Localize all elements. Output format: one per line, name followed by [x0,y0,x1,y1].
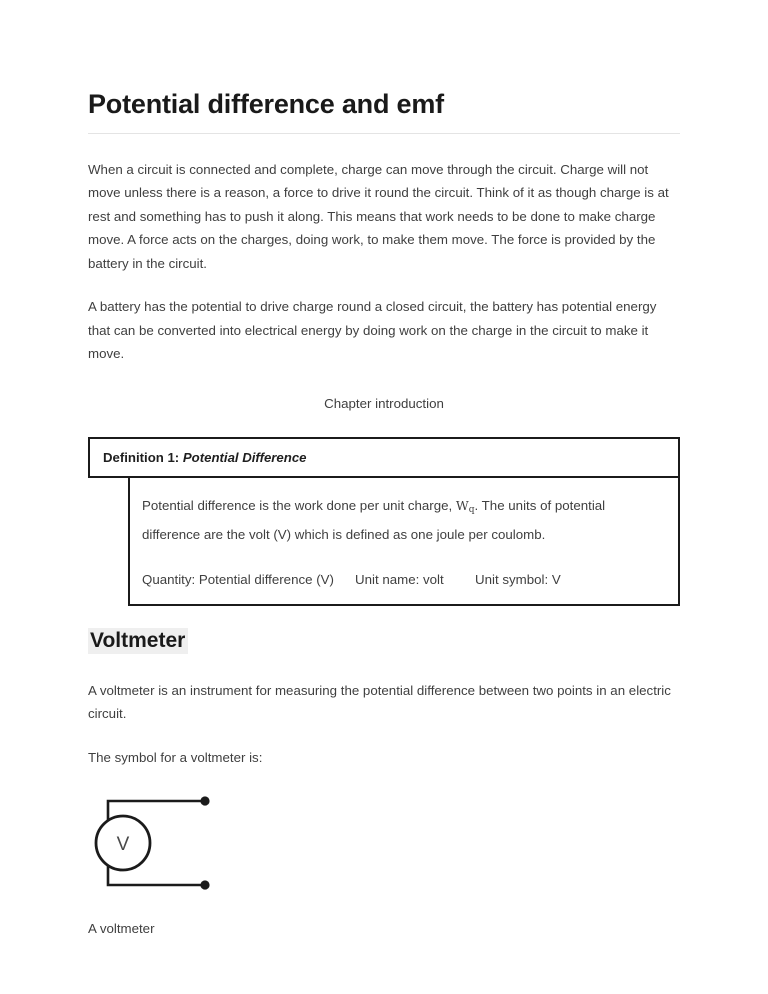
paragraph-voltmeter-intro: A voltmeter is an instrument for measuring the potential difference between two points in an electric circuit. [88,682,671,721]
definition-number: Definition 1: [103,450,180,466]
voltmeter-circuit-svg [88,787,248,899]
definition-header [88,437,680,478]
section-heading-voltmeter [88,606,680,654]
definition-block [88,437,680,606]
work-per-charge-symbol [455,498,475,516]
definition-statement-part2: . The units of potential difference are the volt (V) which is defined as one joule per coulomb. [142,498,606,542]
definition-units-row [142,570,662,590]
voltmeter-symbol-figure [88,787,248,899]
symbol-subscript: q [468,505,475,516]
definition-unit-symbol: Unit symbol: V [475,572,561,588]
paragraph-intro-1: When a circuit is connected and complete, charge can move through the circuit. Charge will not move unless there is a reason, a force to drive it round the circuit. Think of it as though charge is at rest and something has to push it along. This means that work needs to be done to make charge move. A force acts on the charges, doing work, to make them move. The force is provided by the battery in the circuit. [88,161,669,271]
figure-caption-voltmeter: A voltmeter [88,921,155,936]
definition-unit-name: Unit name: volt [355,572,444,588]
title-divider [88,133,680,134]
definition-body [128,476,680,606]
section-heading-label: Voltmeter [88,628,188,654]
paragraph-intro-2: A battery has the potential to drive charge round a closed circuit, the battery has potential energy that can be converted into electrical energy by doing work on the charge in the circuit to make it move. [88,299,657,362]
voltmeter-v-label: V [116,834,130,855]
bottom-terminal-dot [200,880,209,889]
document-content [88,0,680,939]
symbol-base: W [455,498,469,514]
definition-header-label [103,450,306,465]
chapter-introduction-caption: Chapter introduction [324,395,444,411]
definition-statement [142,494,662,546]
definition-term: Potential Difference [182,450,307,466]
top-terminal-dot [200,796,209,805]
definition-quantity: Quantity: Potential difference (V) [142,572,334,588]
definition-statement-part1: Potential difference is the work done per unit charge, [142,498,456,514]
page-title: Potential difference and emf [88,89,444,119]
paragraph-symbol-line: The symbol for a voltmeter is: [88,749,263,765]
